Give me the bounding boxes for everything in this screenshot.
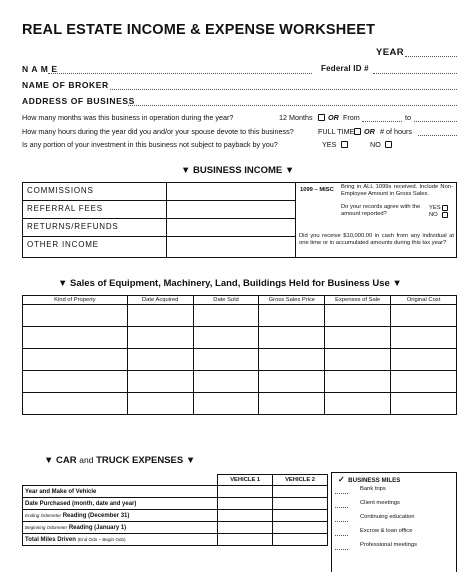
address-label: ADDRESS OF BUSINESS [22, 96, 135, 106]
misc-1099-label: 1099 – MISC [300, 187, 334, 193]
table-row [23, 510, 328, 522]
vehicle-1-total-miles[interactable] [218, 534, 273, 546]
date-purchased-note: (month, date and year) [72, 500, 137, 507]
heading-arrow-left: ▼ [44, 455, 57, 466]
table-row [23, 498, 328, 510]
records-no-label: NO [429, 212, 438, 218]
records-no-checkbox[interactable] [442, 212, 448, 218]
q2-full-time-label: FULL TIME [318, 127, 355, 136]
sales-cell[interactable] [127, 327, 193, 349]
q1-from-field[interactable] [362, 121, 402, 122]
miles-item-excrow-loan: Excrow & loan office [360, 528, 413, 534]
truck-expenses-label: TRUCK EXPENSES [96, 455, 184, 466]
vehicle-2-date-purchased[interactable] [273, 498, 328, 510]
and-label: and [79, 455, 94, 465]
sales-cell[interactable] [127, 371, 193, 393]
heading-arrow-right: ▼ [183, 455, 196, 466]
sales-cell[interactable] [259, 327, 325, 349]
address-field[interactable] [128, 105, 457, 106]
question-months: How many months was this business in operation during the year? [22, 113, 234, 122]
q3-yes-checkbox[interactable] [341, 141, 348, 148]
table-row [23, 371, 457, 393]
sales-cell[interactable] [259, 371, 325, 393]
col-gross-sales-price: Gross Sales Price [259, 296, 325, 305]
records-agree-note: Do your records agree with the amount reported? [341, 204, 421, 217]
miles-item-bank-trips: Bank trips [360, 486, 386, 492]
vehicle-2-beginning-odometer[interactable] [273, 522, 328, 534]
q3-yes-label: YES [322, 140, 337, 149]
vehicle-1-ending-odometer[interactable] [218, 510, 273, 522]
miles-item-client-meetings: Client meetings [360, 500, 400, 506]
income-row-commissions: COMMISSIONS [27, 186, 94, 195]
date-purchased-text: Date Purchased [25, 500, 71, 507]
business-income-heading: ▼ BUSINESS INCOME ▼ [181, 165, 295, 176]
sales-cell[interactable] [325, 305, 391, 327]
miles-item-professional-meetings: Professional meetings [360, 542, 418, 548]
name-label: N A M E [22, 64, 58, 74]
federal-id-label: Federal ID # [321, 64, 369, 73]
page-title: REAL ESTATE INCOME & EXPENSE WORKSHEET [22, 22, 376, 38]
car-expenses-table [22, 474, 328, 546]
sales-table [22, 295, 457, 415]
ending-odometer-note: Ending Odometer [25, 512, 62, 518]
total-miles-text: Total Miles Driven [25, 536, 76, 543]
beginning-odometer-text: Reading (January 1) [68, 524, 127, 531]
sales-heading: ▼ Sales of Equipment, Machinery, Land, Buildings Held for Business Use ▼ [58, 278, 402, 289]
vehicle-2-ending-odometer[interactable] [273, 510, 328, 522]
records-yes-checkbox[interactable] [442, 205, 448, 211]
referral-fees-amount[interactable] [167, 201, 294, 218]
col-original-cost: Original Cost [391, 296, 457, 305]
beginning-odometer-label [23, 522, 218, 534]
sales-cell[interactable] [193, 327, 259, 349]
date-purchased-label [23, 498, 218, 510]
q2-hours-label: # of hours [380, 127, 412, 136]
sales-cell[interactable] [23, 349, 128, 371]
q2-or: OR [364, 127, 375, 136]
table-row [23, 327, 457, 349]
table-row [23, 393, 457, 415]
col-expenses-of-sale: Expenses of Sale [325, 296, 391, 305]
broker-field[interactable] [110, 89, 457, 90]
sales-cell[interactable] [23, 327, 128, 349]
total-miles-label [23, 534, 218, 546]
table-row [23, 349, 457, 371]
vehicle-2-total-miles[interactable] [273, 534, 328, 546]
business-miles-box [331, 472, 457, 572]
miles-item-continuing-education: Continuing education [360, 514, 415, 520]
sales-cell[interactable] [259, 393, 325, 415]
table-row [23, 486, 328, 498]
year-label: YEAR [376, 47, 404, 58]
q3-no-label: NO [370, 140, 381, 149]
checkmark-icon: ✓ [338, 475, 345, 484]
business-miles-heading [338, 475, 400, 484]
sales-cell[interactable] [391, 371, 457, 393]
continuing-education-field[interactable] [335, 521, 348, 522]
total-miles-note: (End Odo – Begin Odo) [77, 536, 126, 542]
business-miles-heading-text: BUSINESS MILES [348, 477, 401, 484]
sales-cell[interactable] [325, 349, 391, 371]
sales-cell[interactable] [391, 393, 457, 415]
professional-meetings-field[interactable] [335, 549, 348, 550]
income-row-returns: RETURNS/REFUNDS [27, 222, 119, 231]
sales-cell[interactable] [193, 371, 259, 393]
q2-full-time-checkbox[interactable] [354, 128, 361, 135]
vehicle-2-year-make[interactable] [273, 486, 328, 498]
name-field[interactable] [48, 73, 312, 74]
income-row-referral-fees: REFERRAL FEES [27, 204, 103, 213]
other-income-amount[interactable] [167, 237, 294, 257]
sales-cell[interactable] [193, 305, 259, 327]
q1-to-field[interactable] [414, 121, 457, 122]
returns-amount[interactable] [167, 219, 294, 236]
sales-cell[interactable] [127, 393, 193, 415]
q1-12-months-checkbox[interactable] [318, 114, 325, 121]
sales-cell[interactable] [259, 349, 325, 371]
vehicle-1-date-purchased[interactable] [218, 498, 273, 510]
vehicle-1-year-make[interactable] [218, 486, 273, 498]
sales-cell[interactable] [23, 305, 128, 327]
sales-cell[interactable] [391, 305, 457, 327]
year-make-label: Year and Make of Vehicle [23, 486, 218, 498]
cash-accumulated-note: Did you receive $10,000.00 in cash from any individual at one time or in accumulated amounts during this tax year? [299, 233, 454, 246]
table-row [23, 534, 328, 546]
sales-cell[interactable] [391, 327, 457, 349]
q1-to-label: to [405, 113, 411, 122]
sales-cell[interactable] [325, 371, 391, 393]
sales-cell[interactable] [23, 371, 128, 393]
sales-cell[interactable] [23, 393, 128, 415]
sales-cell[interactable] [325, 327, 391, 349]
excrow-loan-field[interactable] [335, 535, 348, 536]
records-yes-label: YES [429, 205, 441, 211]
col-date-sold: Date Sold [193, 296, 259, 305]
federal-id-field[interactable] [373, 73, 457, 74]
commissions-amount[interactable] [167, 183, 294, 200]
vehicle-1-header: VEHICLE 1 [218, 475, 273, 486]
sales-cell[interactable] [127, 305, 193, 327]
sales-cell[interactable] [259, 305, 325, 327]
ending-odometer-text: Reading (December 31) [62, 512, 130, 519]
broker-label: NAME OF BROKER [22, 80, 109, 90]
income-row-other: OTHER INCOME [27, 240, 99, 249]
beginning-odometer-note: Beginning Odometer [25, 524, 68, 530]
car-truck-heading [44, 455, 195, 466]
col-date-acquired: Date Acquired [127, 296, 193, 305]
sales-cell[interactable] [325, 393, 391, 415]
question-payback: Is any portion of your investment in this business not subject to payback by you? [22, 140, 278, 149]
q3-no-checkbox[interactable] [385, 141, 392, 148]
q1-or: OR [328, 113, 339, 122]
ending-odometer-label [23, 510, 218, 522]
q1-option-12-months: 12 Months [279, 113, 313, 122]
sales-cell[interactable] [193, 349, 259, 371]
q2-hours-field[interactable] [418, 135, 457, 136]
q1-from-label: From [343, 113, 360, 122]
question-hours: How many hours during the year did you and/or your spouse devote to this business? [22, 127, 294, 136]
client-meetings-field[interactable] [335, 507, 348, 508]
table-row [23, 522, 328, 534]
vehicle-1-beginning-odometer[interactable] [218, 522, 273, 534]
col-kind-of-property: Kind of Property [23, 296, 128, 305]
misc-1099-note: Bring in ALL 1099s received. Include Non-Employee Amount in Gross Sales. [341, 184, 453, 197]
sales-cell[interactable] [391, 349, 457, 371]
year-field[interactable] [405, 56, 457, 57]
table-row [23, 305, 457, 327]
sales-cell[interactable] [127, 349, 193, 371]
vehicle-2-header: VEHICLE 2 [273, 475, 328, 486]
bank-trips-field[interactable] [335, 493, 348, 494]
car-label: CAR [56, 455, 77, 466]
sales-cell[interactable] [193, 393, 259, 415]
